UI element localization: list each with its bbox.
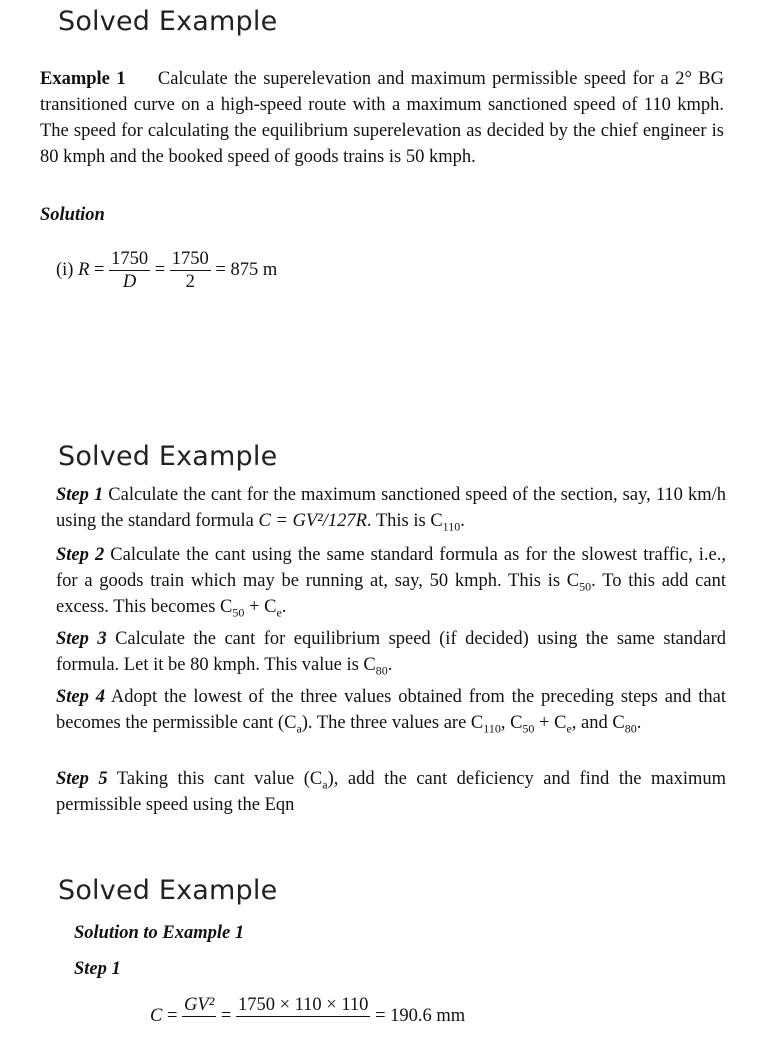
step-1-text: Calculate the cant for the maximum sanctioned speed of the section, say, 110 km/h using the standard formula — [56, 485, 726, 531]
step-5-text-b: ), add the cant deficiency and find the maximum permissible speed using the Eqn — [56, 769, 727, 815]
fraction-1750-over-2 — [170, 248, 211, 293]
eq-var-c: C — [150, 1005, 163, 1026]
step-2-sub2: 50 — [232, 605, 245, 620]
step-2-sub3: e — [276, 605, 282, 620]
radius-equation: (i) R = $\frac{1750}{D}$ = $\frac{1750}{2}$ = 875 m — [56, 249, 278, 292]
step-2-text-c: + C — [244, 597, 277, 617]
step-2-sub1: 50 — [579, 579, 592, 594]
frac-product-numerator: 1750 × 110 × 110 — [237, 995, 369, 1015]
fraction-1750-over-d — [109, 248, 150, 293]
step-4-text-b: ). The three values are C — [301, 713, 484, 733]
fraction-1750x110x110 — [236, 994, 371, 1039]
slide-2-title: Solved Example — [58, 441, 278, 472]
step-3-text: Calculate the cant for equilibrium speed (if decided) using the same standard formula. Let it be 80 kmph. This value is C — [56, 629, 726, 675]
example-label: Example 1 — [40, 69, 126, 89]
step-4-sub1: a — [296, 721, 302, 736]
slide-3-title: Solved Example — [58, 875, 278, 906]
solution-to-example-heading: Solution to Example 1 — [74, 923, 245, 943]
step-2-label: Step 2 — [56, 545, 105, 565]
frac1-numerator: 1750 — [111, 249, 149, 269]
step-4-label: Step 4 — [56, 687, 105, 707]
step-4-text-d: + C — [534, 713, 567, 733]
step-1-heading: Step 1 — [74, 959, 121, 979]
step-3-label: Step 3 — [56, 629, 107, 649]
slide-1-title: Solved Example — [58, 6, 278, 37]
eq-result-cant: = 190.6 mm — [375, 1005, 466, 1026]
step-4-paragraph — [56, 684, 726, 736]
step-1-text-c: . — [460, 511, 465, 531]
fraction-gv2 — [182, 994, 216, 1039]
step-5-label: Step 5 — [56, 769, 108, 789]
step-1-sub: 110 — [442, 519, 461, 534]
step-5-sub: a — [322, 777, 328, 792]
step-5-paragraph — [56, 766, 726, 818]
frac-gv2-numerator: GV² — [184, 995, 215, 1015]
step-4-sub4: e — [566, 721, 572, 736]
step-4-sub5: 80 — [624, 721, 637, 736]
step-1-paragraph — [56, 482, 726, 534]
step-4-sub3: 50 — [522, 721, 535, 736]
step-1-label: Step 1 — [56, 485, 104, 505]
step-2-paragraph — [56, 542, 726, 620]
step-2-text-b: . To this add cant excess. This becomes C — [56, 571, 726, 617]
step-4-sub2: 110 — [483, 721, 501, 736]
step-4-text-f: . — [636, 713, 642, 733]
frac-gv2-denominator — [182, 1017, 216, 1039]
example-1-paragraph — [40, 66, 724, 170]
solution-heading: Solution — [40, 205, 105, 225]
step-1-text-b: . This is C — [366, 511, 443, 531]
frac2-numerator: 1750 — [171, 249, 209, 269]
eq-prefix: (i) — [56, 259, 79, 280]
step-3-sub: 80 — [375, 663, 388, 678]
step-5-text: Taking this cant value (C — [116, 769, 323, 789]
step-4-text-c: , C — [500, 713, 523, 733]
frac-product-denominator — [236, 1017, 371, 1039]
step-3-paragraph — [56, 626, 726, 678]
example-text: Calculate the superelevation and maximum permissible speed for a 2° BG transitioned curve on a high-speed route with a maximum sanctioned speed of 110 kmph. The speed for calculating the equilibrium superelevation as decided by the chief engineer is 80 kmph and the booked speed of goods trains is 50 kmph. — [40, 69, 724, 167]
eq-var-r: R — [78, 259, 90, 280]
frac2-denominator: 2 — [185, 272, 195, 292]
step-1-formula: C = GV²/127R — [258, 511, 367, 531]
eq-result: = 875 m — [215, 259, 278, 280]
step-4-text: Adopt the lowest of the three values obtained from the preceding steps and that becomes the permissible cant (C — [56, 687, 726, 733]
step-2-text-d: . — [281, 597, 287, 617]
step-4-text-e: , and C — [571, 713, 625, 733]
cant-equation: C = GV² = 1750 × 110 × 110 = 190.6 mm — [150, 994, 465, 1039]
step-3-text-b: . — [387, 655, 393, 675]
frac1-denominator: D — [122, 272, 137, 292]
step-2-text: Calculate the cant using the same standard formula as for the slowest traffic, i.e., for a goods train which may be running at, say, 50 kmph. This is C — [56, 545, 726, 591]
